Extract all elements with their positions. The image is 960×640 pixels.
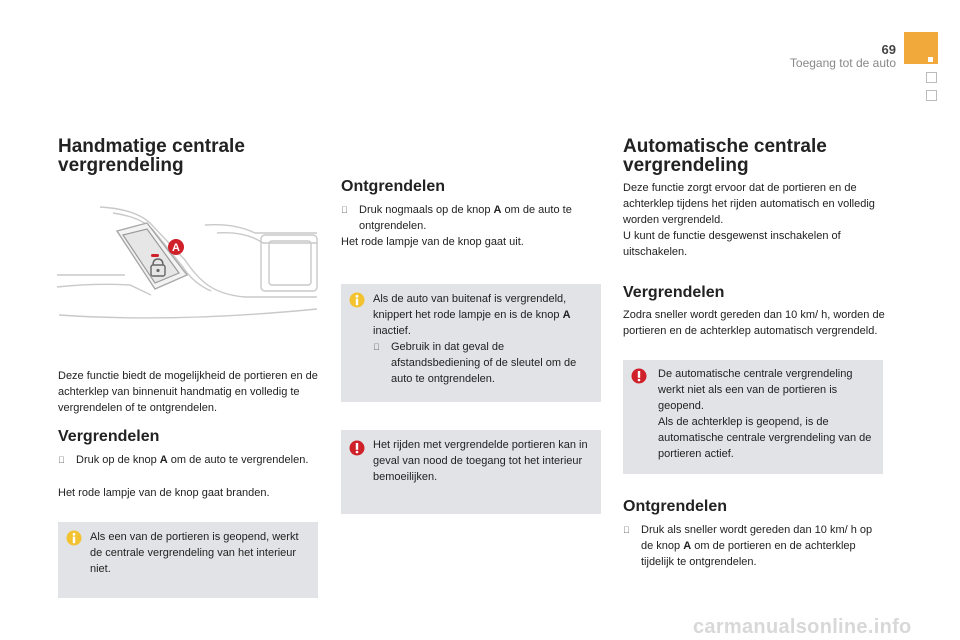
manual-unlock-heading: Ontgrendelen [341,178,446,195]
info-note-door-open [58,522,318,598]
manual-locking-intro: Deze functie biedt de mogelijkheid de portieren en de achterklep van binnenuit handmatig en volledig te vergrendelen of te ontgrendelen. [58,370,318,414]
bullet-marker [58,452,76,468]
button-a-label: A [172,242,180,254]
manual-locking-title: Handmatige centrale vergrendeling [58,136,245,176]
info-note-text: Als de auto van buitenaf is vergrendeld, knippert het rode lampje en is de knop A inactief. [373,293,571,337]
info-note-external-lock [341,284,601,402]
warning-note-door-open [623,360,883,474]
automatic-unlock-heading: Ontgrendelen [623,498,728,515]
chapter-tab-outline [926,90,937,101]
door-lock-button-illustration [55,205,321,325]
automatic-lock-heading: Vergrendelen [623,284,725,301]
step-text: Gebruik in dat geval de afstandsbediening of de sleutel om de auto te ontgrendelen. [391,341,577,385]
manual-unlock-result: Het rode lampje van de knop gaat uit. [341,236,524,248]
warning-note-locked-driving [341,430,601,514]
page-number: 69 [881,42,896,57]
manual-lock-step [58,452,320,468]
manual-lock-heading: Vergrendelen [58,428,160,445]
info-icon [66,530,82,546]
chapter-tab [904,32,938,64]
bullet-marker [373,339,391,387]
automatic-locking-title: Automatische centrale vergrendeling [623,136,827,176]
automatic-unlock-step [623,522,885,570]
key-a: A [159,454,168,466]
automatic-lock-text: Zodra sneller wordt gereden dan 10 km/ h, worden de portieren en de achterklep automatisch vergrendeld. [623,309,885,337]
bullet-marker [623,522,641,570]
manual-lock-result: Het rode lampje van de knop gaat branden. [58,487,270,499]
info-note-step [373,339,595,387]
warning-icon [631,368,647,384]
step-text: Druk nogmaals op de knop A om de auto te ontgrendelen. [359,204,572,232]
automatic-locking-intro: Deze functie zorgt ervoor dat de portieren en de achterklep tijdens het rijden automatisch en volledig worden vergrendeld. U kunt de functie desgewenst inschakelen of uitschakelen. [623,182,875,258]
key-a: A [683,540,692,552]
key-a: A [562,309,571,321]
key-a: A [493,204,502,216]
step-text: Druk op de knop A om de auto te vergrendelen. [76,454,309,466]
bullet-marker [341,202,359,234]
watermark: carmanualsonline.info [693,616,912,638]
warning-note-text: Het rijden met vergrendelde portieren kan in geval van nood de toegang tot het interieur bemoeilijken. [373,439,588,483]
section-title: Toegang tot de auto [789,56,896,70]
manual-unlock-step [341,202,603,234]
info-note-text: Als een van de portieren is geopend, werkt de centrale vergrendeling van het interieur niet. [90,531,299,575]
warning-note-text: De automatische centrale vergrendeling werkt niet als een van de portieren is geopend. Als de achterklep is geopend, is de automatische centrale vergrendeling van de portieren actief. [658,368,872,460]
step-text: Druk als sneller wordt gereden dan 10 km/ h op de knop A om de portieren en de achterklep tijdelijk te ontgrendelen. [641,524,873,568]
red-lamp-indicator [151,254,159,257]
info-icon [349,292,365,308]
warning-icon [349,440,365,456]
chapter-tab-outline [926,72,937,83]
